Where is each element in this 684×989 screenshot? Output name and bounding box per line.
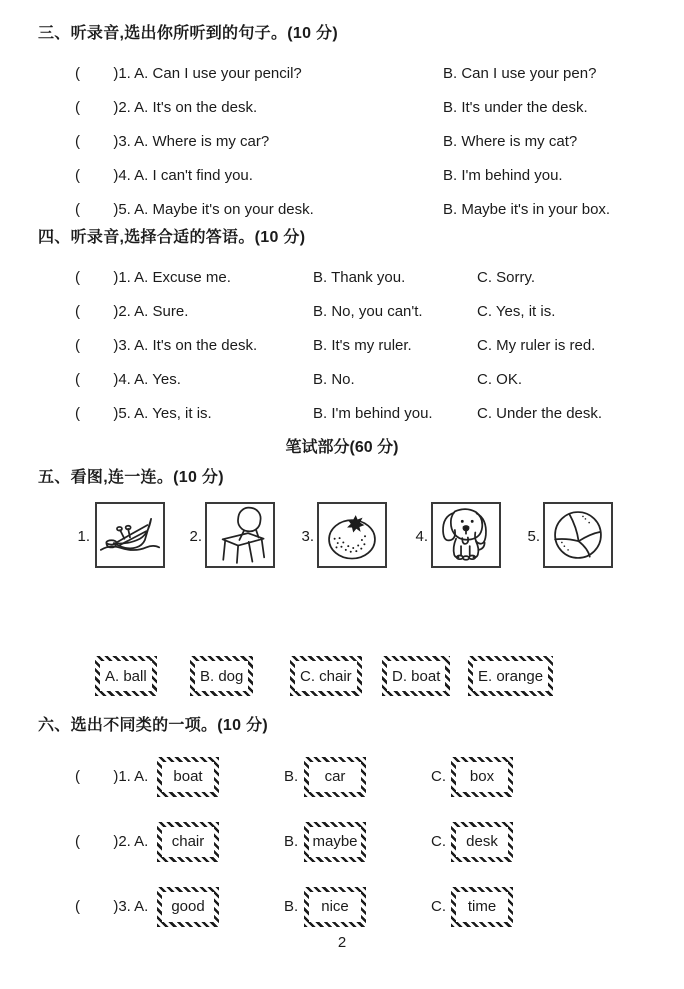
picture-number: 1. [77, 528, 90, 545]
option-a: ( )3. A. Where is my car? [75, 132, 270, 150]
section-5-title: 五、看图,连一连。(10 分) [38, 469, 224, 486]
picture-row [38, 502, 654, 570]
choice-box-b: car [304, 757, 366, 797]
page-number: 2 [337, 934, 347, 951]
word-option-chair: C. chair [290, 656, 362, 696]
question-row [38, 260, 654, 294]
option-b: B. No. [313, 370, 355, 388]
option-a: ( )1. A. Excuse me. [75, 268, 231, 286]
section-choose-different [38, 716, 654, 939]
option-b: B. Thank you. [313, 268, 406, 286]
section-listen-choose-response [38, 228, 654, 430]
option-c-label: C. [431, 768, 446, 785]
choice-box-a: chair [157, 822, 219, 862]
ball-icon [545, 504, 611, 566]
question-prefix: ( )1. A. [75, 768, 149, 785]
option-b: B. No, you can't. [313, 302, 423, 320]
question-row [38, 124, 654, 158]
option-c: C. My ruler is red. [477, 336, 596, 354]
picture-box-ball [543, 502, 613, 568]
question-prefix: ( )3. A. [75, 898, 149, 915]
picture-box-chair [205, 502, 275, 568]
choice-box-c: desk [451, 822, 513, 862]
question-row [38, 56, 654, 90]
question-prefix: ( )2. A. [75, 833, 149, 850]
word-option-ball: A. ball [95, 656, 157, 696]
section-4-rows [38, 260, 654, 430]
option-a: ( )2. A. It's on the desk. [75, 98, 258, 116]
section-3-rows [38, 56, 654, 226]
picture-number: 3. [301, 528, 314, 545]
option-b: B. I'm behind you. [313, 404, 433, 422]
option-a: ( )5. A. Maybe it's on your desk. [75, 200, 314, 218]
option-b: B. It's my ruler. [313, 336, 412, 354]
word-option-boat: D. boat [382, 656, 450, 696]
choice-box-b: nice [304, 887, 366, 927]
option-a: ( )3. A. It's on the desk. [75, 336, 258, 354]
word-option-dog: B. dog [190, 656, 253, 696]
question-row [38, 396, 654, 430]
option-a: ( )1. A. Can I use your pencil? [75, 64, 302, 82]
option-b: B. Can I use your pen? [443, 64, 597, 82]
question-row [38, 294, 654, 328]
question-row [38, 90, 654, 124]
option-b: B. It's under the desk. [443, 98, 588, 116]
picture-number: 5. [527, 528, 540, 545]
section-3-title: 三、听录音,选出你所听到的句子。(10 分) [38, 25, 338, 42]
option-a: ( )4. A. Yes. [75, 370, 181, 388]
option-b-label: B. [284, 898, 299, 915]
question-row [38, 362, 654, 396]
word-option-orange: E. orange [468, 656, 553, 696]
question-row [38, 874, 654, 939]
option-b: B. Where is my cat? [443, 132, 578, 150]
question-row [38, 192, 654, 226]
picture-number: 4. [415, 528, 428, 545]
word-option-row [38, 656, 654, 698]
option-a: ( )2. A. Sure. [75, 302, 189, 320]
option-b: B. Maybe it's in your box. [443, 200, 611, 218]
section-6-title: 六、选出不同类的一项。(10 分) [38, 717, 268, 734]
option-c: C. Yes, it is. [477, 302, 556, 320]
option-b-label: B. [284, 768, 299, 785]
option-b: B. I'm behind you. [443, 166, 563, 184]
option-a: ( )4. A. I can't find you. [75, 166, 253, 184]
picture-box-orange [317, 502, 387, 568]
section-listen-choose-sentence [38, 24, 654, 226]
boat-icon [97, 504, 163, 566]
question-row [38, 809, 654, 874]
section-6-rows [38, 744, 654, 939]
option-c-label: C. [431, 833, 446, 850]
option-c: C. Under the desk. [477, 404, 603, 422]
choice-box-a: boat [157, 757, 219, 797]
option-b-label: B. [284, 833, 299, 850]
choice-box-b: maybe [304, 822, 366, 862]
option-a: ( )5. A. Yes, it is. [75, 404, 212, 422]
picture-box-dog [431, 502, 501, 568]
section-look-and-match [38, 468, 654, 698]
option-c-label: C. [431, 898, 446, 915]
option-c: C. OK. [477, 370, 523, 388]
picture-box-boat [95, 502, 165, 568]
question-row [38, 328, 654, 362]
section-4-title: 四、听录音,选择合适的答语。(10 分) [38, 229, 306, 246]
chair-icon [207, 504, 273, 566]
dog-icon [433, 504, 499, 566]
written-part-heading: 笔试部分(60 分) [285, 439, 399, 456]
question-row [38, 158, 654, 192]
choice-box-a: good [157, 887, 219, 927]
orange-icon [319, 504, 385, 566]
picture-number: 2. [189, 528, 202, 545]
question-row [38, 744, 654, 809]
choice-box-c: box [451, 757, 513, 797]
choice-box-c: time [451, 887, 513, 927]
option-c: C. Sorry. [477, 268, 536, 286]
